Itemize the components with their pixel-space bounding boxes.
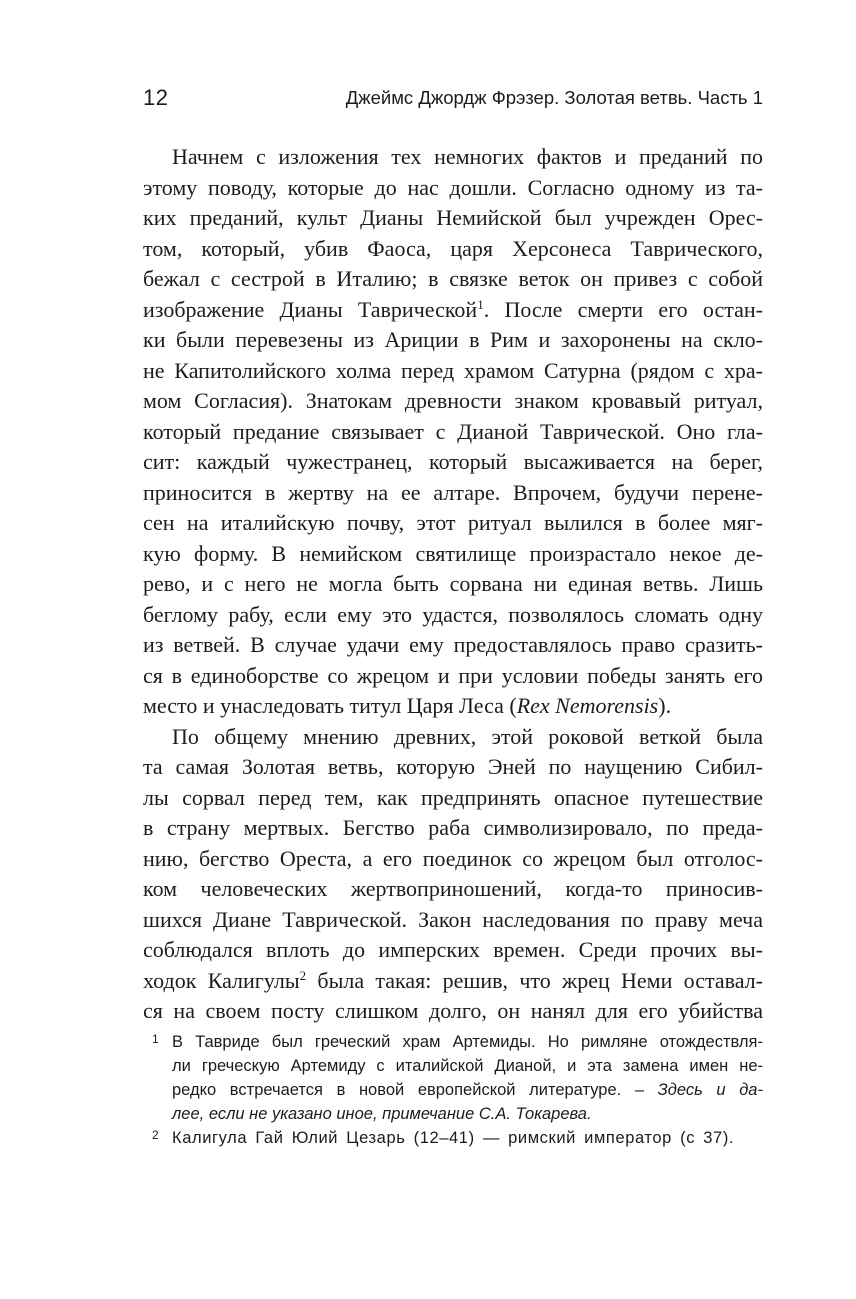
footnote-line: В Тавриде был греческий храм Артемиды. Но римляне отождествля- (172, 1033, 763, 1051)
text-line: рево, и с него не могла быть сорвана ни единая ветвь. Лишь (143, 571, 763, 596)
text-line: ся в единоборстве со жрецом и при условии победы занять его (143, 662, 763, 688)
footnotes (143, 1030, 763, 1150)
text-line: сит: каждый чужестранец, который высаживается на берег, (143, 449, 763, 474)
text-line: шихся Диане Таврической. Закон наследования по праву меча (143, 906, 763, 932)
text-segment: ходок Калигулы (143, 967, 300, 993)
footnote-ref-1[interactable]: 1 (477, 296, 484, 312)
text-line: та самая Золотая ветвь, которую Эней по наущению Сибил- (143, 754, 763, 779)
text-line: мом Согласия). Знатокам древности знаком кровавый ритуал, (143, 388, 763, 413)
footnote-line (172, 1078, 763, 1102)
footnote-mark: 1 (152, 1032, 159, 1046)
text-line: соблюдался вплоть до имперских времен. Среди прочих вы- (143, 937, 763, 962)
footnote-2 (143, 1126, 763, 1150)
text-line: нию, бегство Ореста, а его поединок со жрецом был отголос- (143, 845, 763, 871)
text-line: ких преданий, культ Дианы Немийской был учрежден Орес- (143, 205, 763, 230)
text-line: том, который, убив Фаоса, царя Херсонеса Таврического, (143, 235, 763, 261)
text-line: Начнем с изложения тех немногих фактов и преданий по (172, 144, 763, 169)
editor-note: Здесь и да- (657, 1081, 763, 1099)
footnote-line (172, 1102, 763, 1126)
editor-note: лее, если не указано иное, примечание С.А. Токарева. (172, 1105, 592, 1123)
text-segment: место и унаследовать титул Царя Леса ( (143, 693, 517, 718)
text-segment: изображение Дианы Таврической (143, 296, 478, 322)
text-line: беглому рабу, если ему это удастся, позволялось сломать одну (143, 601, 763, 627)
text-line: который предание связывает с Дианой Таврической. Оно гла- (143, 418, 763, 444)
text-line: приносится в жертву на ее алтаре. Впрочем, будучи перене- (143, 479, 763, 505)
text-segment: ). (658, 693, 672, 718)
page-number: 12 (143, 85, 169, 110)
text-segment: была такая: решив, что жрец Неми оставал- (306, 967, 763, 993)
text-line: лы сорвал перед тем, как предпринять опасное путешествие (143, 784, 763, 810)
paragraph-2 (143, 722, 763, 1027)
main-text (143, 142, 763, 1027)
text-line (143, 966, 763, 997)
latin-term: Rex Nemorensis (516, 693, 659, 718)
text-line (143, 295, 763, 326)
text-segment: редко встречается в новой европейской литературе. – (172, 1081, 658, 1099)
text-line: ком человеческих жертвоприношений, когда-то приносив- (143, 876, 763, 901)
footnote-ref-2[interactable]: 2 (299, 967, 307, 983)
text-line: из ветвей. В случае удачи ему предоставлялось право сразить- (143, 632, 763, 657)
text-line: не Капитолийского холма перед храмом Сатурна (рядом с хра- (143, 357, 763, 383)
text-line: По общему мнению древних, этой роковой веткой была (172, 723, 763, 749)
text-line: ки были перевезены из Ариции в Рим и захоронены на скло- (143, 327, 763, 352)
footnote-line: Калигула Гай Юлий Цезарь (12–41) — римский император (с 37). (172, 1129, 735, 1147)
footnote-mark: 2 (152, 1128, 159, 1142)
text-line: этому поводу, которые до нас дошли. Согласно одному из та- (143, 174, 763, 200)
text-line: в страну мертвых. Бегство раба символизировало, по преда- (143, 815, 763, 840)
footnote-1 (143, 1030, 763, 1126)
text-line (143, 691, 763, 722)
paragraph-1 (143, 142, 763, 722)
text-line: бежал с сестрой в Италию; в связке веток он привез с собой (143, 266, 763, 291)
text-segment: . После смерти его остан- (483, 296, 763, 322)
text-line: ся на своем посту слишком долго, он нанял для его убийства (143, 998, 763, 1023)
footnote-line: ли греческую Артемиду с италийской Дианой, и эта замена имен не- (172, 1057, 763, 1075)
running-title: Джеймс Джордж Фрэзер. Золотая ветвь. Часть 1 (345, 87, 763, 108)
text-line: кую форму. В немийском святилище произрастало некое де- (143, 540, 763, 566)
text-line: сен на италийскую почву, этот ритуал вылился в более мяг- (143, 510, 763, 535)
page-header (143, 84, 763, 112)
